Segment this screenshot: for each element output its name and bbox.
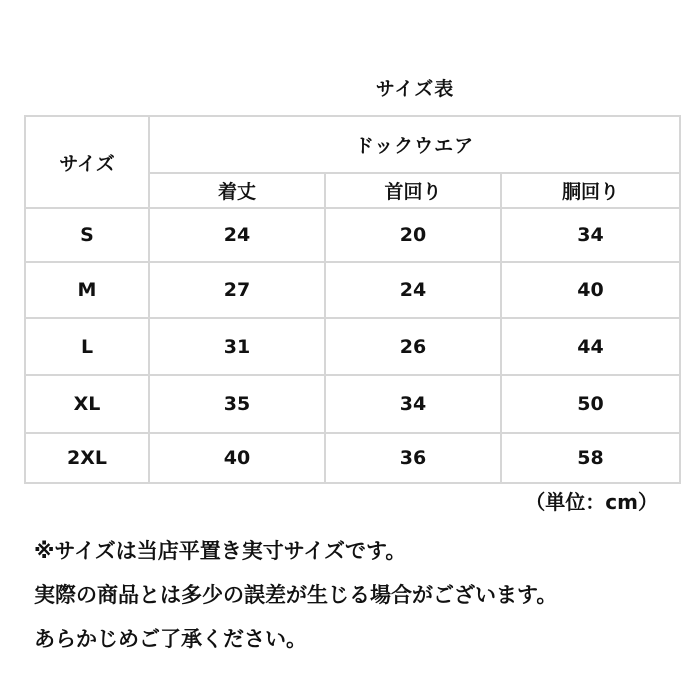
dogwear-group-header: ドックウエア	[149, 116, 680, 173]
size-table	[24, 115, 681, 484]
column-header-neck: 首回り	[325, 173, 501, 208]
unit-label: （単位：cm）	[525, 490, 658, 514]
cell-length: 24	[149, 208, 325, 262]
cell-length: 31	[149, 318, 325, 375]
table-header-row	[25, 116, 680, 173]
cell-neck: 26	[325, 318, 501, 375]
cell-neck: 34	[325, 375, 501, 433]
cell-chest: 44	[501, 318, 680, 375]
table-row	[25, 208, 680, 262]
table-row	[25, 262, 680, 318]
cell-chest: 58	[501, 433, 680, 483]
cell-chest: 40	[501, 262, 680, 318]
size-label: 2XL	[25, 433, 149, 483]
notes-block	[34, 536, 684, 668]
size-column-header: サイズ	[25, 116, 149, 208]
cell-chest: 34	[501, 208, 680, 262]
cell-neck: 20	[325, 208, 501, 262]
size-label: L	[25, 318, 149, 375]
cell-length: 40	[149, 433, 325, 483]
note-line: ※サイズは当店平置き実寸サイズです。	[34, 539, 407, 563]
column-header-length: 着丈	[149, 173, 325, 208]
note-line: 実際の商品とは多少の誤差が生じる場合がございます。	[34, 583, 558, 607]
size-label: S	[25, 208, 149, 262]
chart-title: サイズ表	[375, 78, 455, 100]
cell-length: 27	[149, 262, 325, 318]
cell-neck: 36	[325, 433, 501, 483]
column-header-chest: 胴回り	[501, 173, 680, 208]
table-row	[25, 375, 680, 433]
cell-length: 35	[149, 375, 325, 433]
table-row	[25, 318, 680, 375]
size-label: XL	[25, 375, 149, 433]
cell-chest: 50	[501, 375, 680, 433]
table-row	[25, 433, 680, 483]
note-line: あらかじめご了承ください。	[34, 627, 307, 651]
cell-neck: 24	[325, 262, 501, 318]
size-label: M	[25, 262, 149, 318]
